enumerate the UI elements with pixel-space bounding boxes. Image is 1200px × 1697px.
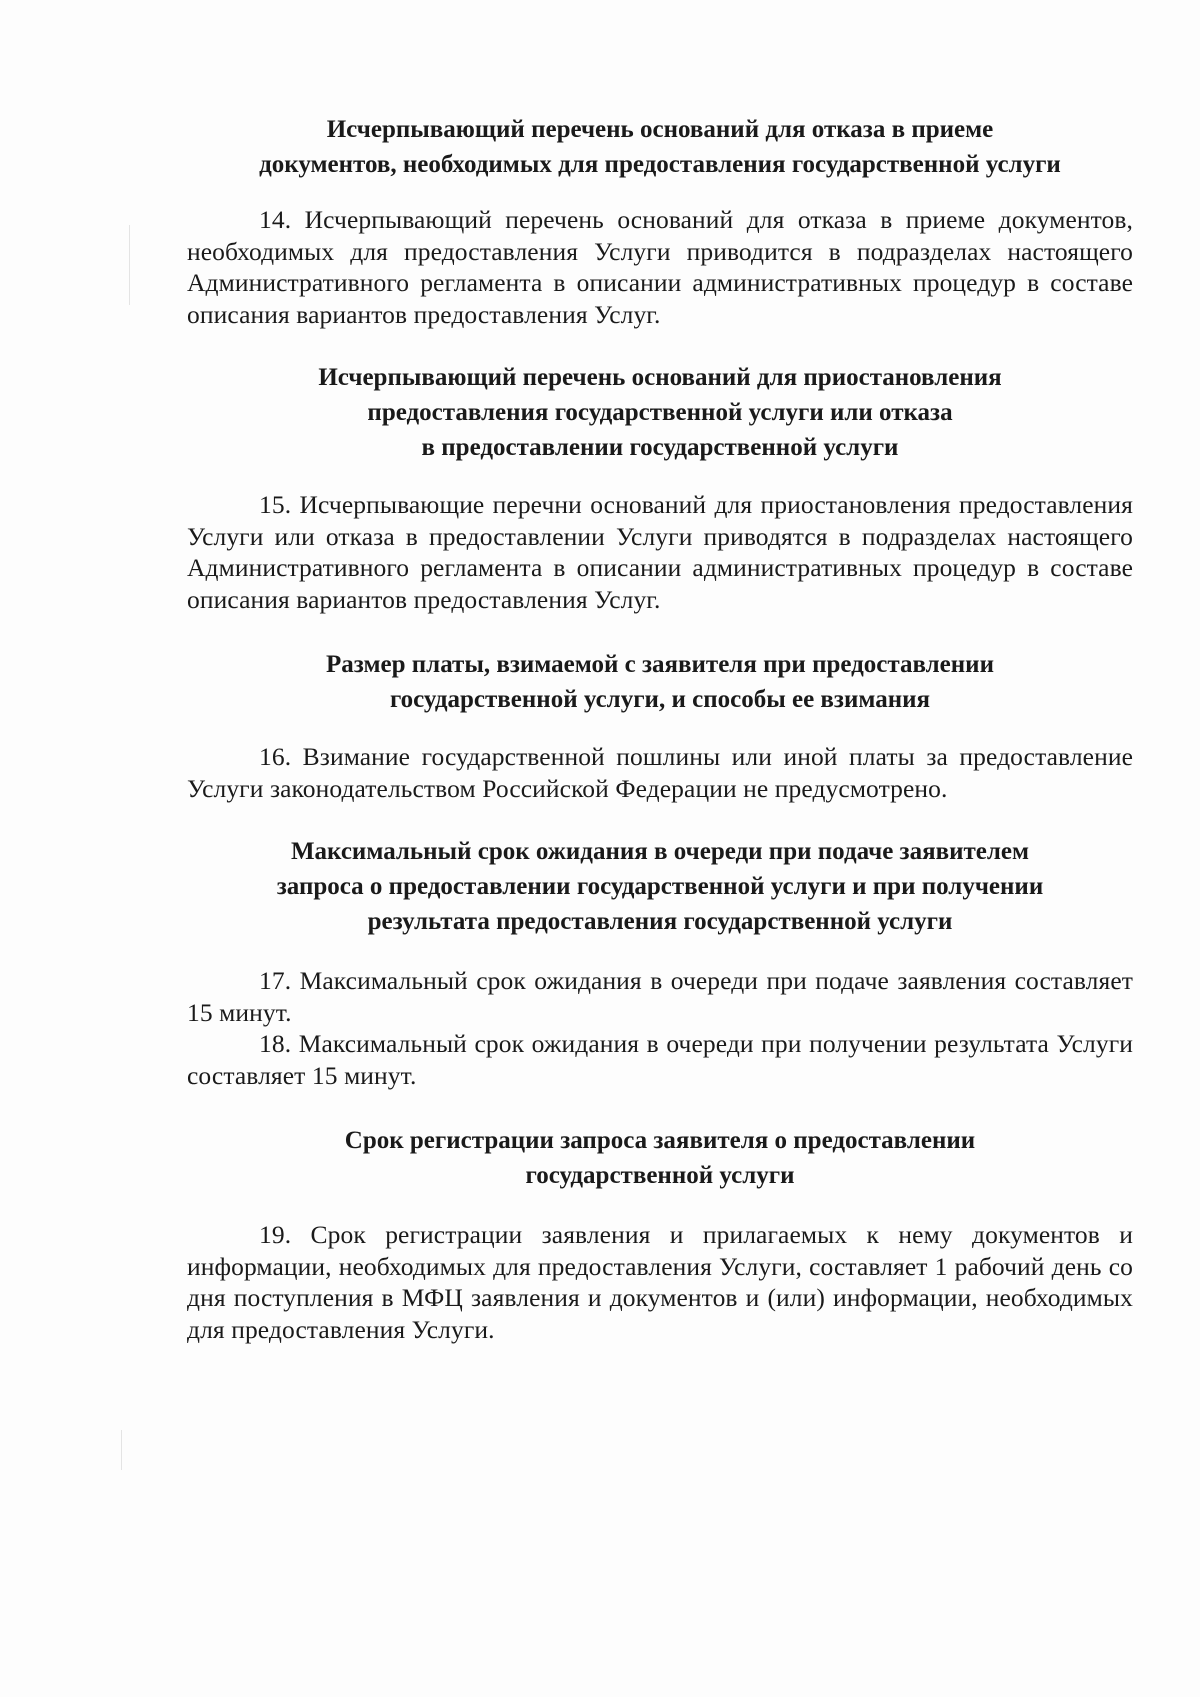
scan-edge-mark (121, 1430, 122, 1470)
document-body (187, 112, 1133, 1345)
heading-line: Размер платы, взимаемой с заявителя при предоставлении (326, 651, 994, 678)
heading-line: документов, необходимых для предоставления государственной услуги (259, 151, 1061, 178)
section-heading-suspension-refusal (187, 360, 1133, 465)
heading-line: государственной услуги (525, 1162, 795, 1189)
paragraph-16: 16. Взимание государственной пошлины или иной платы за предоставление Услуги законодательством Российской Федерации не предусмотрено. (187, 742, 1133, 803)
heading-line: предоставления государственной услуги или отказа (367, 399, 953, 426)
section-heading-queue-time (187, 834, 1133, 939)
heading-line: Исчерпывающий перечень оснований для приостановления (318, 364, 1002, 391)
heading-line: в предоставлении государственной услуги (421, 434, 899, 461)
section-heading-refusal-documents (187, 112, 1133, 182)
paragraph-17: 17. Максимальный срок ожидания в очереди при подаче заявления составляет 15 минут. (187, 966, 1133, 1027)
heading-line: запроса о предоставлении государственной услуги и при получении (276, 873, 1044, 900)
paragraph-14: 14. Исчерпывающий перечень оснований для отказа в приеме документов, необходимых для предоставления Услуги приводится в подразделах настоящего Административного регламента в описании административных процедур в составе описания вариантов предоставления Услуг. (187, 205, 1133, 329)
heading-line: результата предоставления государственной услуги (367, 908, 953, 935)
section-heading-registration-time (187, 1123, 1133, 1193)
heading-line: Максимальный срок ожидания в очереди при подаче заявителем (290, 838, 1030, 865)
heading-line: Исчерпывающий перечень оснований для отказа в приеме (326, 116, 994, 143)
paragraph-19: 19. Срок регистрации заявления и прилагаемых к нему документов и информации, необходимых для предоставления Услуги, составляет 1 рабочий день со дня поступления в МФЦ заявления и документов и (или) информации, необходимых для предоставления Услуги. (187, 1220, 1133, 1344)
heading-line: государственной услуги, и способы ее взимания (389, 686, 931, 713)
paragraph-15: 15. Исчерпывающие перечни оснований для приостановления предоставления Услуги или отказа в предоставлении Услуги приводятся в подразделах настоящего Административного регламента в описании административных процедур в составе описания вариантов предоставления Услуг. (187, 490, 1133, 614)
scan-edge-mark (129, 225, 130, 305)
section-heading-fee (187, 647, 1133, 717)
paragraph-18: 18. Максимальный срок ожидания в очереди при получении результата Услуги составляет 15 минут. (187, 1029, 1133, 1090)
heading-line: Срок регистрации запроса заявителя о предоставлении (344, 1127, 976, 1154)
